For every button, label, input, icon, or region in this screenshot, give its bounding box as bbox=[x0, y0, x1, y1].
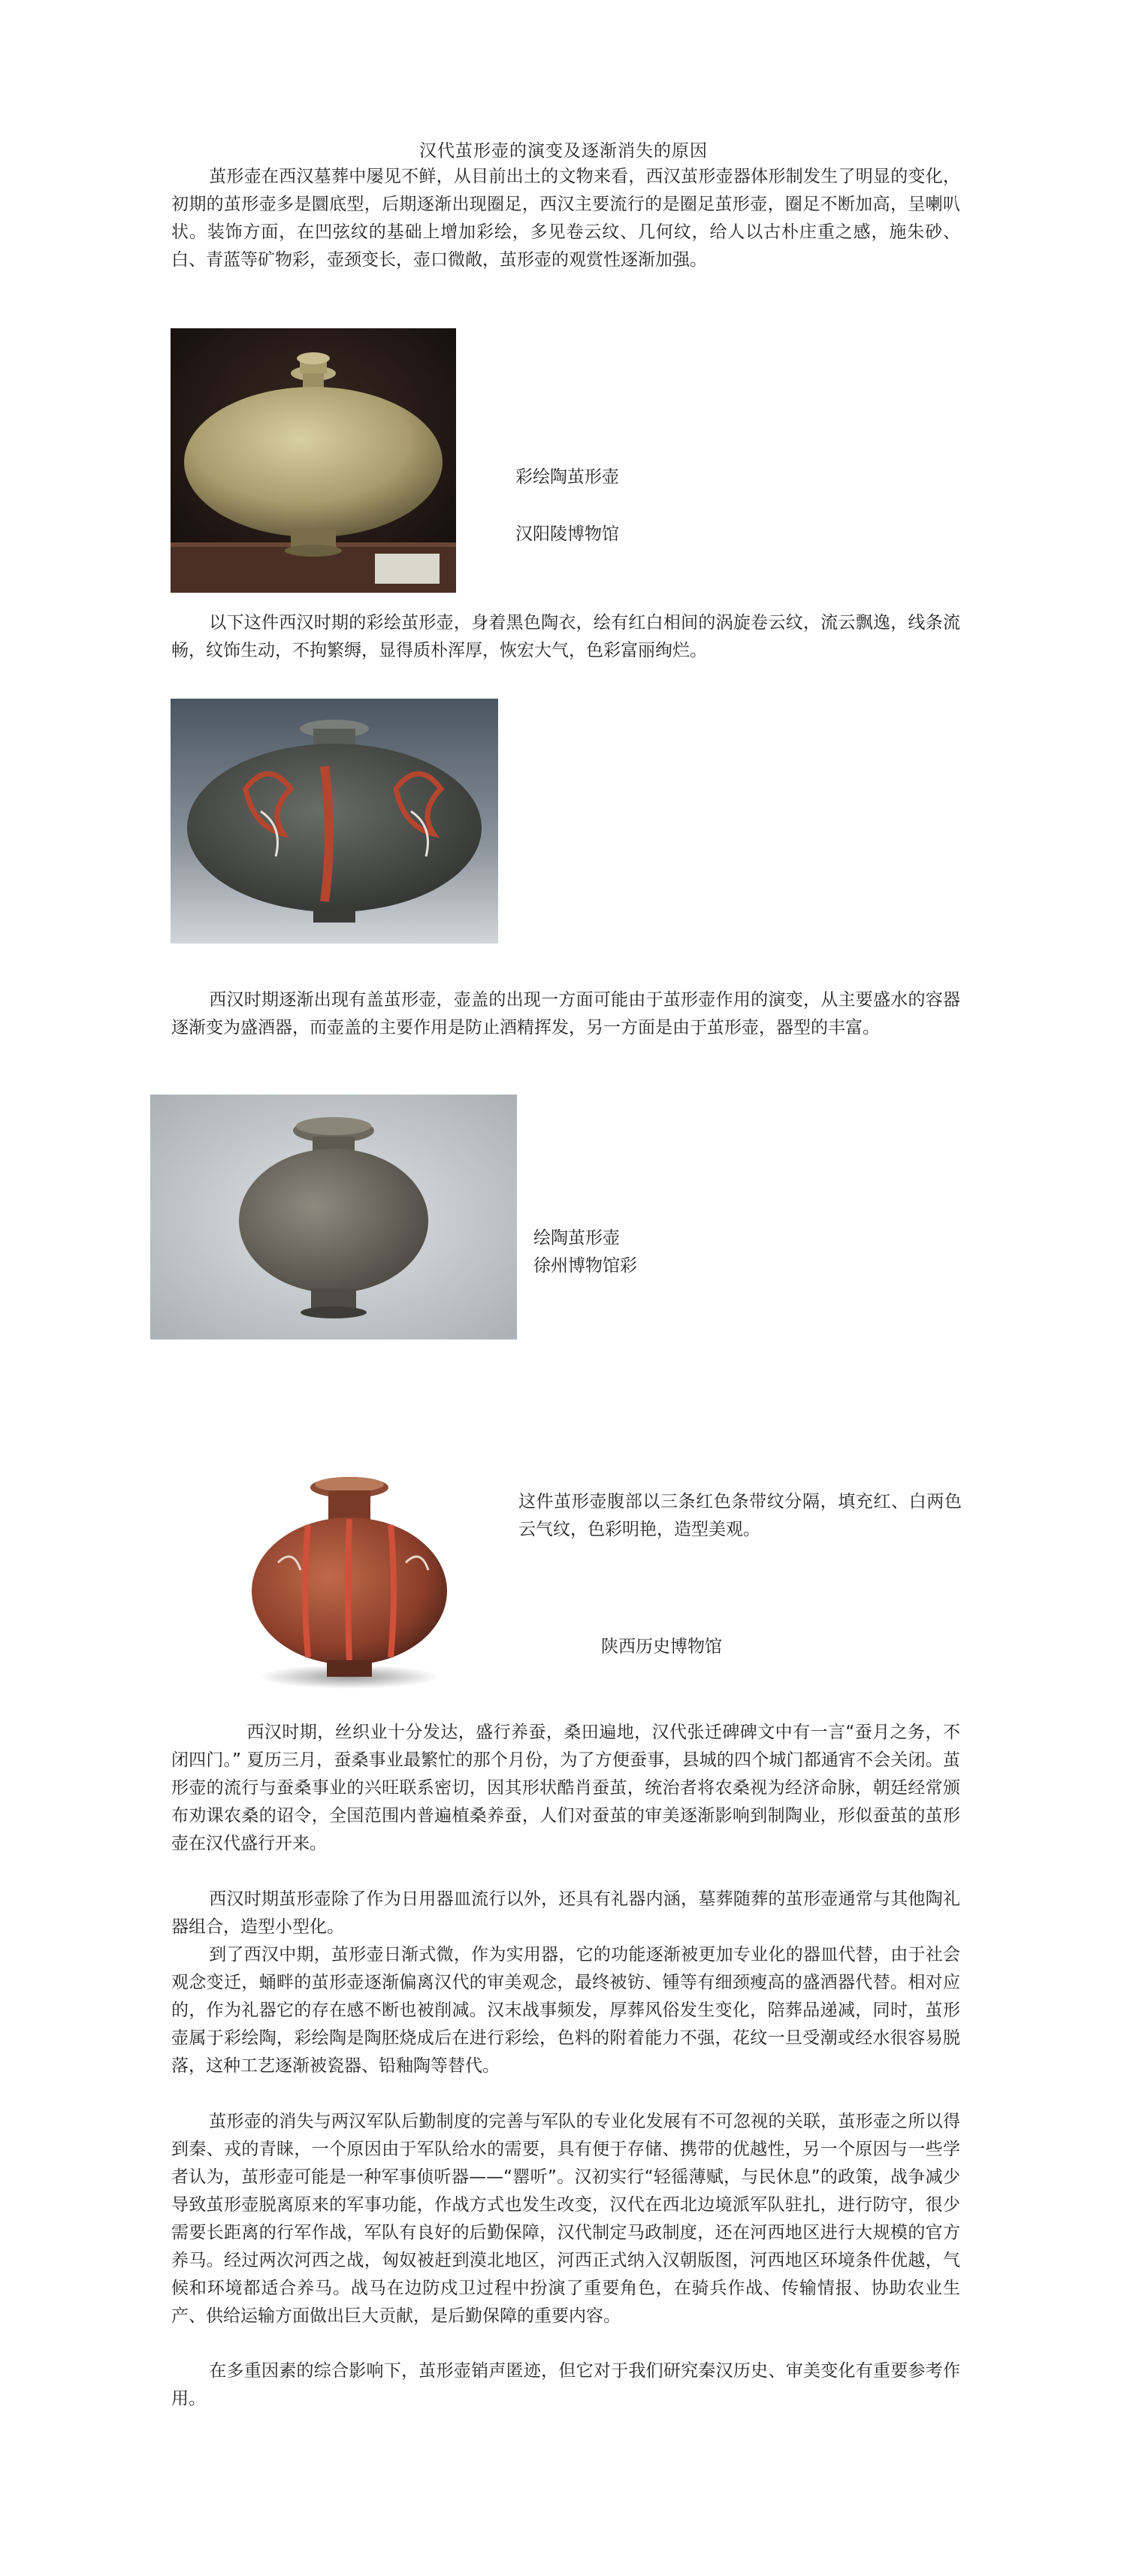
body-paragraph-2 bbox=[171, 1886, 960, 1941]
pottery-jar-photo bbox=[171, 328, 456, 593]
body-paragraph-1 bbox=[171, 1719, 960, 1858]
body-paragraph-3-text: 到了西汉中期，茧形壶日渐式微，作为实用器，它的功能逐渐被更加专业化的器皿代替，由于社会观念变迁，蛹畔的茧形壶逐渐偏离汉代的审美观念，最终被钫、锺等有细颈瘦高的盛酒器代替。相对应的，作为礼器它的存在感不断也被削减。汉末战事频发，厚葬风俗发生变化，陪葬品递减，同时，茧形壶属于彩绘陶，彩绘陶是陶胚烧成后在进行彩绘，色料的附着能力不强，花纹一旦受潮或经水很容易脱落，这种工艺逐渐被瓷器、铅釉陶等替代。 bbox=[171, 1945, 960, 2076]
red-cocoon-jar-photo bbox=[225, 1472, 473, 1698]
body-paragraph-4-text: 茧形壶的消失与两汉军队后勤制度的完善与军队的专业化发展有不可忽视的关联，茧形壶之所以得到秦、戎的青睐，一个原因由于军队给水的需要，具有便于存储、携带的优越性，另一个原因与一些学者认为，茧形壶可能是一种军事侦听器——“罂听”。汉初实行“轻徭薄赋，与民休息”的政策，战争减少导致茧形壶脱离原来的军事功能，作战方式也发生改变，汉代在西北边境派军队驻扎，进行防守，很少需要长距离的行军作战，军队有良好的后勤保障，汉代制定马政制度，还在河西地区进行大规模的官方养马。经过两次河西之战，匈奴被赶到漠北地区，河西正式纳入汉朝版图，河西地区环境条件优越，气候和环境都适合养马。战马在边防戍卫过程中扮演了重要角色，在骑兵作战、传输情报、协助农业生产、供给运输方面做出巨大贡献，是后勤保障的重要内容。 bbox=[171, 2112, 960, 2326]
body-paragraph-2-text: 西汉时期茧形壶除了作为日用器皿流行以外，还具有礼器内涵，墓葬随葬的茧形壶通常与其他陶礼器组合，造型小型化。 bbox=[171, 1889, 960, 1937]
paragraph-2-text: 以下这件西汉时期的彩绘茧形壶，身着黑色陶衣，绘有红白相间的涡旋卷云纹，流云飘逸，线条流畅，纹饰生动，不拘繁缛，显得质朴浑厚，恢宏大气，色彩富丽绚烂。 bbox=[171, 613, 960, 660]
body-paragraph-3 bbox=[171, 1941, 960, 2080]
paragraph-2 bbox=[171, 609, 960, 665]
article-title: 汉代茧形壶的演变及逐渐消失的原因 bbox=[419, 141, 708, 161]
intro-text: 茧形壶在西汉墓葬中屡见不鲜，从目前出土的文物来看，西汉茧形壶器体形制发生了明显的变化，初期的茧形壶多是圜底型，后期逐渐出现圈足，西汉主要流行的是圈足茧形壶，圈足不断加高，呈喇叭状。装饰方面，在凹弦纹的基础上增加彩绘，多见卷云纹、几何纹，给人以古朴庄重之感，施朱砂、白、青蓝等矿物彩，壶颈变长，壶口微敞，茧形壶的观赏性逐渐加强。 bbox=[171, 167, 960, 270]
body-paragraph-4 bbox=[171, 2108, 960, 2330]
body-paragraph-5 bbox=[171, 2357, 960, 2413]
figure3-caption-line2: 徐州博物馆彩 bbox=[533, 1256, 637, 1276]
intro-paragraph bbox=[171, 163, 960, 274]
body-paragraph-5-text: 在多重因素的综合影响下，茧形壶销声匿迹，但它对于我们研究秦汉历史、审美变化有重要参考作用。 bbox=[171, 2361, 960, 2408]
figure4-caption-text-content: 这件茧形壶腹部以三条红色条带纹分隔，填充红、白两色云气纹，色彩明艳，造型美观。 bbox=[518, 1492, 962, 1539]
lidded-cocoon-jar-photo bbox=[150, 1095, 517, 1339]
painted-cocoon-jar-photo bbox=[171, 699, 498, 944]
figure1-caption-museum: 汉阳陵博物馆 bbox=[515, 524, 619, 544]
paragraph-3 bbox=[171, 986, 960, 1042]
body-paragraph-1-text: 西汉时期，丝织业十分发达，盛行养蚕，桑田遍地，汉代张迁碑碑文中有一言“蚕月之务，不闭四门。” 夏历三月，蚕桑事业最繁忙的那个月份，为了方便蚕事，县城的四个城门都通宵不会关闭。茧形壶的流行与蚕桑事业的兴旺联系密切，因其形状酷肖蚕茧，统治者将农桑视为经济命脉，朝廷经常颁布劝课农桑的诏令，全国范围内普遍植桑养蚕，人们对蚕茧的审美逐渐影响到制陶业，形似蚕茧的茧形壶在汉代盛行开来。 bbox=[171, 1723, 960, 1853]
figure1-caption-name: 彩绘陶茧形壶 bbox=[515, 467, 619, 487]
figure3-caption-line1: 绘陶茧形壶 bbox=[533, 1228, 620, 1248]
figure4-caption-museum: 陕西历史博物馆 bbox=[601, 1637, 722, 1656]
paragraph-3-text: 西汉时期逐渐出现有盖茧形壶，壶盖的出现一方面可能由于茧形壶作用的演变，从主要盛水的容器逐渐变为盛酒器，而壶盖的主要作用是防止酒精挥发，另一方面是由于茧形壶，器型的丰富。 bbox=[171, 990, 960, 1037]
figure4-caption-text bbox=[518, 1488, 962, 1544]
